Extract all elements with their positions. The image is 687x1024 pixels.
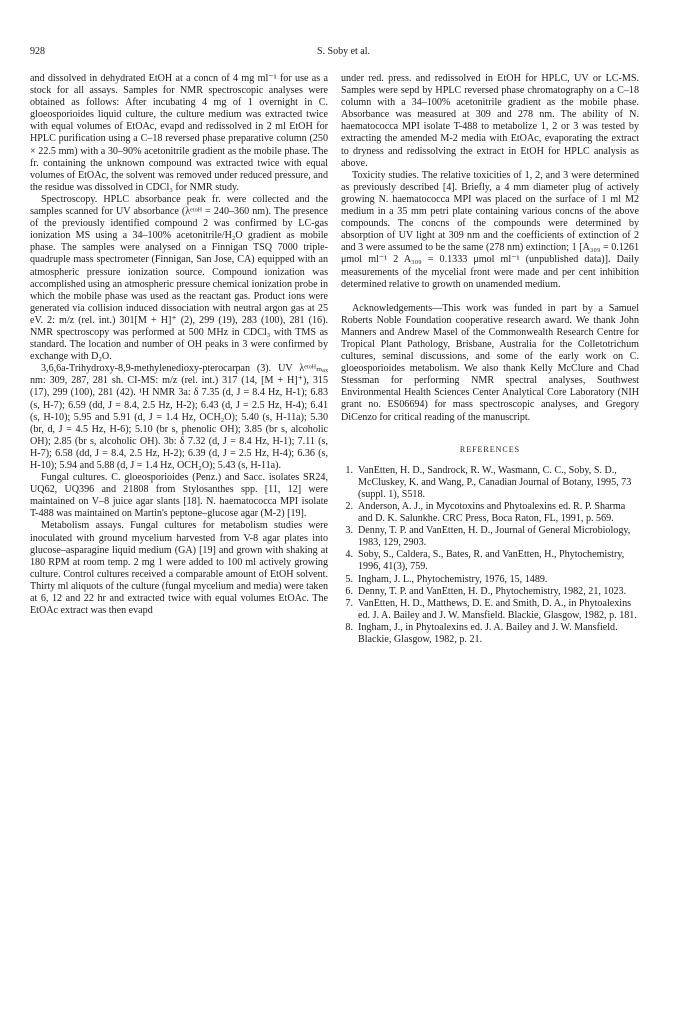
reference-item bbox=[341, 598, 639, 622]
running-head: S. Soby et al. bbox=[316, 46, 371, 57]
reference-text: VanEtten, H. D., Matthews, D. E. and Smith, D. A., in Phytoalexins ed. J. A. Bailey and J. W. Mansfield. Blackie, Glasgow, 1982, p. 181. bbox=[358, 597, 637, 621]
reference-text: Ingham, J. L., Phytochemistry, 1976, 15, 1489. bbox=[358, 573, 548, 585]
reference-list bbox=[341, 465, 639, 646]
paragraph-hplc-continued: under red. press. and redissolved in EtOH for HPLC, UV or LC-MS. Samples were sepd by HPLC reversed phase chromatography on a C–18 column with a 34–100% acetonitrile gradient as the mobile phase. Absorbance was measured at 309 and 278 nm. The ability of N. haematococca MPI isolate T-488 to metabolize 1, 2 or 3 was tested by extracting the amended M-2 media with EtOAc, evaporating the extract to dryness and redissolving the extract in EtOH for HPLC analysis as above. bbox=[341, 73, 639, 169]
page-number: 928 bbox=[30, 46, 45, 57]
reference-number: 6. bbox=[345, 585, 353, 597]
reference-text: Soby, S., Caldera, S., Bates, R. and VanEtten, H., Phytochemistry, 1996, 41(3), 759. bbox=[358, 549, 625, 573]
right-column bbox=[341, 73, 639, 646]
reference-item bbox=[341, 549, 639, 573]
reference-number: 5. bbox=[345, 573, 353, 585]
reference-text: Anderson, A. J., in Mycotoxins and Phytoalexins ed. R. P. Sharma and D. K. Salunkhe. CRC Press, Boca Raton, FL, 1991, p. 569. bbox=[358, 501, 626, 525]
reference-item bbox=[341, 574, 639, 586]
references-heading: REFERENCES bbox=[459, 444, 521, 454]
paragraph-toxicity-studies: Toxicity studies. The relative toxicities of 1, 2, and 3 were determined as previously described [4]. Briefly, a 4 mm diameter plug of actively growing N. haematococca MPI was placed on the surface of 1 ml M2 medium in a 35 mm petri plate containing various concns of the above compounds. The concns of the compounds were determined by absorption of UV light at 309 nm and the coefficients of extinction of 2 and 3 were assumed to be the same (278 nm) extinction; 1 [A₃₀₉ = 0.1261 μmol ml⁻¹ 2 A₃₀₉ = 0.1333 μmol ml⁻¹ (unpublished data)]. Daily measurements of the mycelial front were made and per cent inhibition determined relative to growth on unamended medium. bbox=[341, 169, 639, 290]
left-column bbox=[30, 73, 328, 617]
page-header bbox=[30, 46, 657, 60]
reference-number: 8. bbox=[345, 621, 353, 633]
paragraph-sample-prep: and dissolved in dehydrated EtOH at a concn of 4 mg ml⁻¹ for use as a stock for all assays. Samples for NMR spectroscopic analyses were obtained as follows: After incubating 4 mg of 1 overnight in C. gloeosporioides liquid culture, the culture medium was extracted twice with equal volumes of EtOAc, evapd and redissolved in 2 ml EtOH for HPLC purification using a C–18 reversed phase preparative column (250 × 22.5 mm) with a 30–90% acetonitrile gradient as the mobile phase. The fr. containing the unknown compound was extracted twice with equal volumes of EtOAc, the solvent was removed under reduced pressure, and the residue was dissolved in CDCl₃ for NMR study. bbox=[30, 73, 328, 193]
reference-text: Denny, T. P. and VanEtten, H. D., Journal of General Microbiology, 1983, 129, 2903. bbox=[358, 525, 631, 549]
reference-number: 4. bbox=[345, 549, 353, 561]
paragraph-spectroscopy: Spectroscopy. HPLC absorbance peak fr. were collected and the samples scanned for UV absorbance (λᵉᵗᵒᴴ = 240–360 nm). The presence of the previously identified compound 2 was confirmed by LC-gas ionization MS using a 34–100% acetonitrile/H₂O gradient as mobile phase. The samples were analysed on a Finnigan TSQ 7000 triple-quadruple mass spectrometer (Finnigan, San Jose, CA) equipped with an atmospheric pressure ionization source. Compound ionization was accomplished using an atmospheric pressure chemical ionization probe in which the mobile phase was used as the reactant gas. Product ions were generated via collision induced dissociation with neutral argon gas at 25 eV. 2: m/z (rel. int.) 301[M + H]⁺ (2), 299 (19), 283 (100), 281 (16). NMR spectroscopy was performed at 500 MHz in CDCl₃ with TMS as standard. The location and number of OH peaks in 3 were confirmed by exchange with D₂O. bbox=[30, 193, 328, 363]
reference-number: 7. bbox=[345, 597, 353, 609]
paragraph-metabolism-assays: Metabolism assays. Fungal cultures for metabolism studies were inoculated with ground mycelium harvested from V-8 agar plates into glucose–asparagine liquid medium (GA) [19] and grown with shaking at 180 RPM at room temp. 2 mg 1 were added to 100 ml actively growing culture. Control cultures received a comparable amount of EtOH solvent. Thirty ml aliquots of the culture (fungal mycelium and media) were taken at 6, 12 and 22 hr and extracted twice with equal volumes EtOAc. The EtOAc extract was then evapd bbox=[30, 520, 328, 617]
reference-item bbox=[341, 586, 639, 598]
reference-text: Denny, T. P. and VanEtten, H. D., Phytochemistry, 1982, 21, 1023. bbox=[358, 585, 627, 597]
reference-item bbox=[341, 465, 639, 501]
reference-text: Ingham, J., in Phytoalexins ed. J. A. Bailey and J. W. Mansfield. Blackie, Glasgow, 1982, p. 21. bbox=[358, 621, 618, 646]
paragraph-compound-3: 3,6,6a-Trihydroxy-8,9-methylenedioxy-pterocarpan (3). UV λᵉᵗᵒᴴₘₐₓ nm: 309, 287, 281 sh. CI-MS: m/z (rel. int.) 317 (14, [M + H]⁺), 315 (17), 299 (100), 281 (42). ¹H NMR 3a: δ 7.35 (d, J = 8.4 Hz, H-1); 6.83 (s, H-7); 6.59 (dd, J = 8.4, 2.5 Hz, H-2); 6.43 (d, J = 2.5 Hz, H-4); 6.41 (s, H-10); 5.95 and 5.91 (d, J = 1.4 Hz, OCH₂O); 5.40 (s, H-11a); 5.30 (br, d, J = 4.5 Hz, H-6); 5.10 (br s, phenolic OH); 3.85 (br s, alcoholic OH); 2.85 (br s, alcoholic OH). 3b: δ 7.32 (d, J = 8.4 Hz, H-1); 7.11 (s, H-7); 6.58 (dd, J = 8.4, 2.5 Hz, H-2); 6.39 (d, J = 2.5 Hz, H-4); 6.36 (s, H-10); 5.94 and 5.88 (d, J = 1.4 Hz, OCH₂O); 5.43 (s, H-11a). bbox=[30, 363, 328, 471]
paragraph-fungal-cultures: Fungal cultures. C. gloeosporioides (Penz.) and Sacc. isolates SR24, UQ62, UQ396 and 21808 from Stylosanthes spp. [11, 12] were maintained on V–8 juice agar slants [18]. N. haematococca MPI isolate T-488 was maintained on Martin's peptone–glucose agar (M-2) [19]. bbox=[30, 472, 328, 520]
reference-number: 2. bbox=[345, 501, 353, 512]
reference-text: VanEtten, H. D., Sandrock, R. W., Wasmann, C. C., Soby, S. D., McCluskey, K. and Wang, P., Canadian Journal of Botany, 1995, 73 (suppl. 1), S518. bbox=[358, 464, 632, 500]
reference-number: 1. bbox=[345, 464, 353, 476]
reference-item bbox=[341, 525, 639, 549]
paragraph-acknowledgements: Acknowledgements—This work was funded in part by a Samuel Roberts Noble Foundation cooperative research award. We thank John Manners and Andrew Masel of the Commonwealth Research Centre for Tropical Plant Pathology, Brisbane, Australia for the Colletotrichum cultures, seminal discussions, and some of the early work on C. gloeosporioides metabolism. We also thank Kelly McClure and Chad Stessman for performing NMR spectral analyses, Southwest Environmental Health Sciences Center Analytical Core Laboratory (NIH grant no. ES06694) for mass spectroscopic analyses, and Gregory DiCenzo for critical reading of the manuscript. bbox=[341, 302, 639, 423]
reference-number: 3. bbox=[345, 525, 353, 537]
reference-item bbox=[341, 501, 639, 525]
reference-item bbox=[341, 622, 639, 646]
section-gap bbox=[341, 291, 639, 303]
